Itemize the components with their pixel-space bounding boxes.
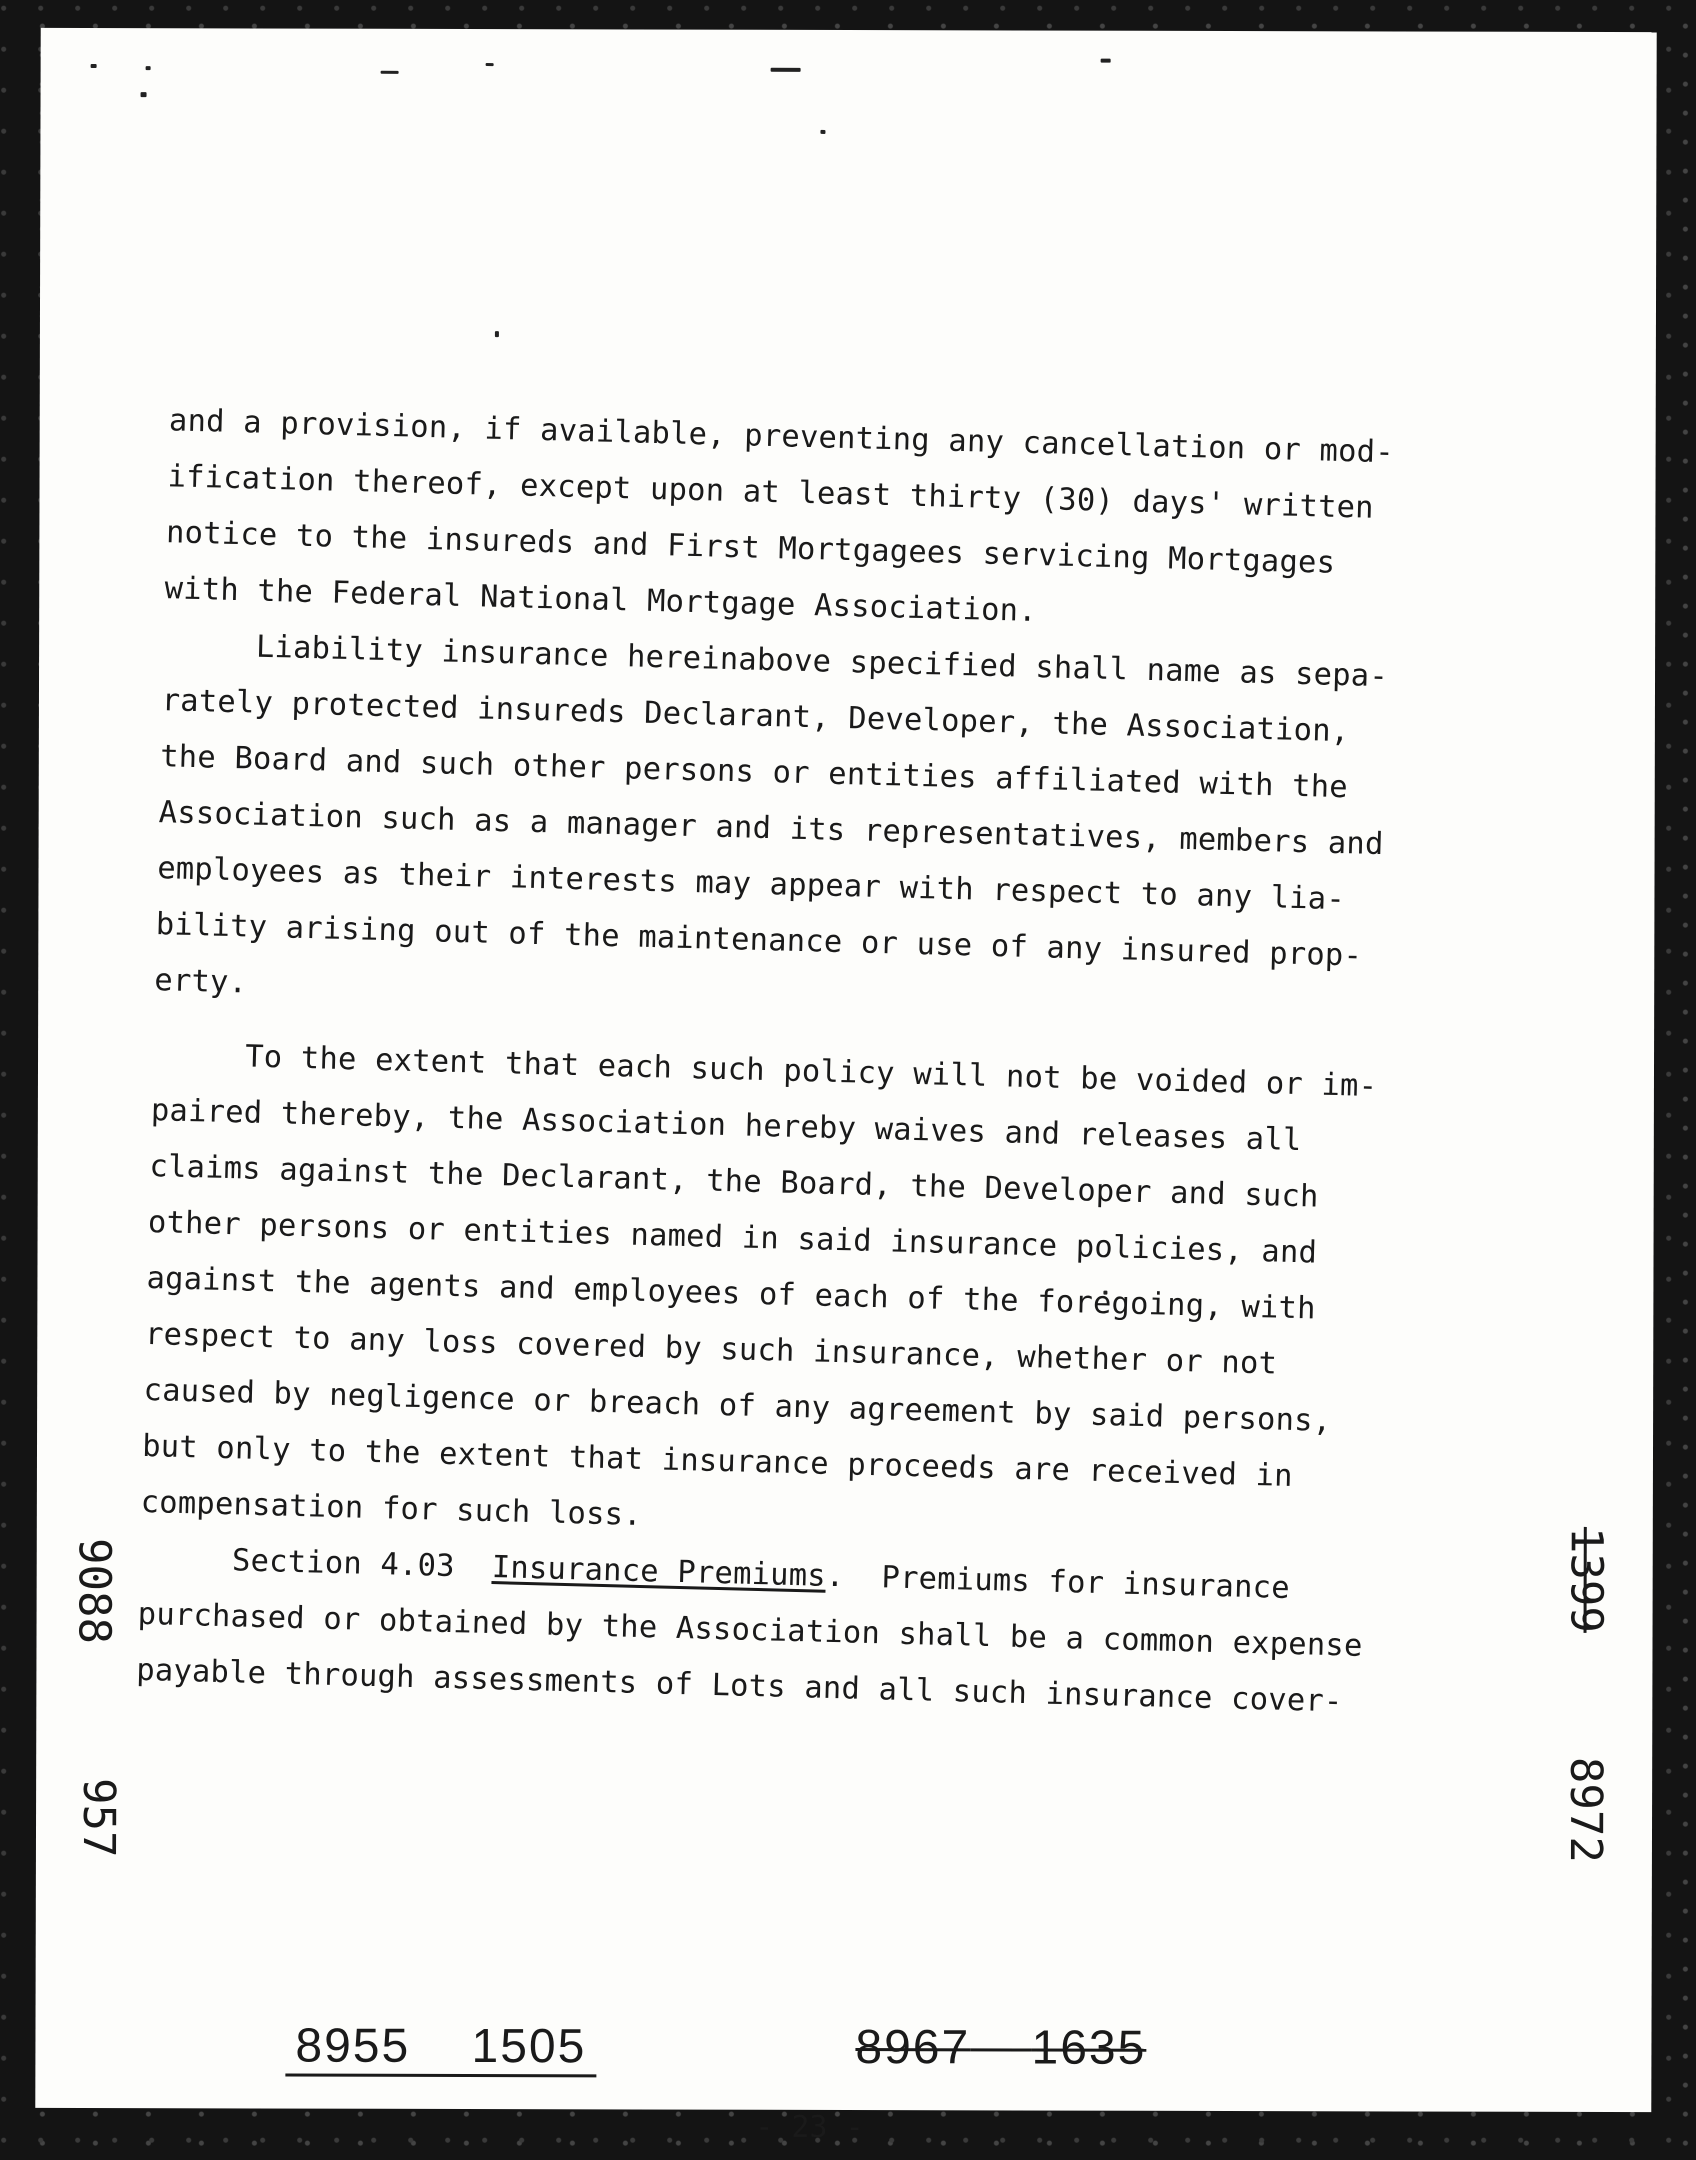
text-line: with the Federal National Mortgage Association. — [164, 571, 1038, 629]
scan-speck — [381, 71, 399, 74]
text-line: respect to any loss covered by such insurance, whether or not — [144, 1316, 1278, 1382]
scan-speck — [820, 130, 825, 134]
margin-number-left-top: 9088 — [68, 1537, 120, 1645]
text-line: paired thereby, the Association hereby waives and releases all — [150, 1092, 1302, 1159]
text-line: payable through assessments of Lots and all such insurance cover- — [135, 1652, 1343, 1720]
page-number: - 23 - — [755, 2109, 864, 2146]
document-page — [35, 28, 1656, 2146]
margin-number-right: 8972 — [1559, 1756, 1612, 1863]
scan-speck — [91, 64, 97, 68]
text-line: To the extent that each such policy will not be voided or im- — [151, 1037, 1378, 1105]
text-line: ification thereof, except upon at least thirty (30) days' written — [167, 459, 1375, 526]
footer-number-right — [855, 2020, 1146, 2076]
text-line: Association such as a manager and its representatives, members and — [158, 795, 1384, 863]
footer-number-right-a: 8967 — [855, 2021, 971, 2075]
text-line: compensation for such loss. — [140, 1484, 643, 1533]
footer-number-left-a: 8955 — [295, 2019, 411, 2073]
scan-speck — [1101, 59, 1111, 63]
text-line: Liability insurance hereinabove specified shall name as sepa- — [162, 627, 1389, 695]
text-line: rately protected insureds Declarant, Developer, the Association, — [161, 683, 1350, 750]
text-line: against the agents and employees of each of the foregoing, with — [146, 1260, 1317, 1327]
margin-number-right-struck: 1399 — [1560, 1526, 1612, 1633]
text-line: but only to the extent that insurance proceeds are received in — [141, 1428, 1294, 1494]
text-line: bility arising out of the maintenance or use of any insured prop- — [155, 907, 1363, 974]
document-body — [136, 393, 1640, 1737]
scan-speck — [771, 68, 801, 72]
section-title: Insurance Premiums — [491, 1550, 827, 1594]
scan-speck — [486, 63, 494, 66]
footer-number-left — [285, 2019, 596, 2078]
text-line: other persons or entities named in said insurance policies, and — [147, 1204, 1318, 1271]
section-text: . Premiums for insurance — [825, 1558, 1291, 1606]
text-line: the Board and such other persons or entities affiliated with the — [159, 739, 1349, 806]
scan-speck — [146, 66, 151, 70]
text-line: employees as their interests may appear with respect to any lia- — [156, 851, 1346, 918]
scan-speck — [495, 331, 499, 337]
section-number: Section 4.03 — [138, 1540, 493, 1586]
footer-number-right-b: 1635 — [1031, 2021, 1147, 2075]
text-line: purchased or obtained by the Association shall be a common expense — [137, 1596, 1363, 1664]
scan-speck — [141, 92, 147, 97]
text-line: notice to the insureds and First Mortgagees servicing Mortgages — [165, 515, 1336, 581]
text-line: and a provision, if available, preventing any cancellation or mod- — [168, 403, 1395, 471]
text-line: erty. — [153, 963, 248, 1001]
footer-number-left-b: 1505 — [471, 2020, 587, 2074]
text-line: claims against the Declarant, the Board, the Developer and such — [149, 1148, 1320, 1215]
text-line: caused by negligence or breach of any agreement by said persons, — [143, 1372, 1332, 1439]
margin-number-left-bottom: 957 — [72, 1777, 125, 1858]
